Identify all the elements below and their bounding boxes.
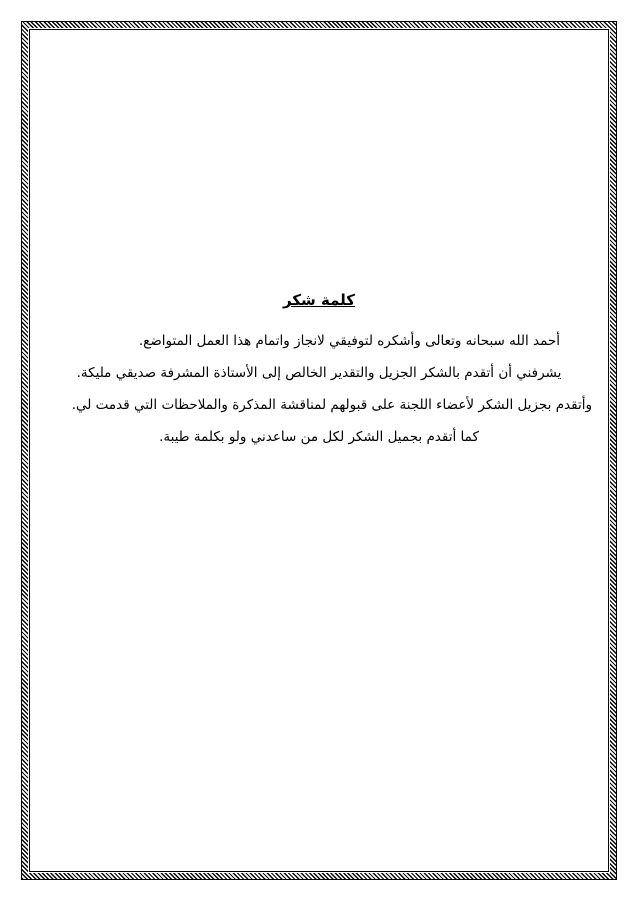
acknowledgement-section bbox=[60, 290, 592, 457]
page-title: كلمة شكر bbox=[282, 291, 356, 309]
paragraph-thanks-god: أحمد الله سبحانه وتعالى وأشكره لتوفيقي لانجاز واتمام هذا العمل المتواضع. bbox=[138, 333, 560, 349]
paragraph-thanks-committee: وأتقدم بجزيل الشكر لأعضاء اللجنة على قبولهم لمناقشة المذكرة والملاحظات التي قدمت لي. bbox=[71, 397, 592, 413]
paragraph-thanks-supervisor: يشرفني أن أتقدم بالشكر الجزيل والتقدير الخالص إلى الأستاذة المشرفة صديقي مليكة. bbox=[76, 365, 562, 381]
paragraph-thanks-helpers: كما أتقدم بجميل الشكر لكل من ساعدني ولو بكلمة طيبة. bbox=[159, 429, 479, 445]
